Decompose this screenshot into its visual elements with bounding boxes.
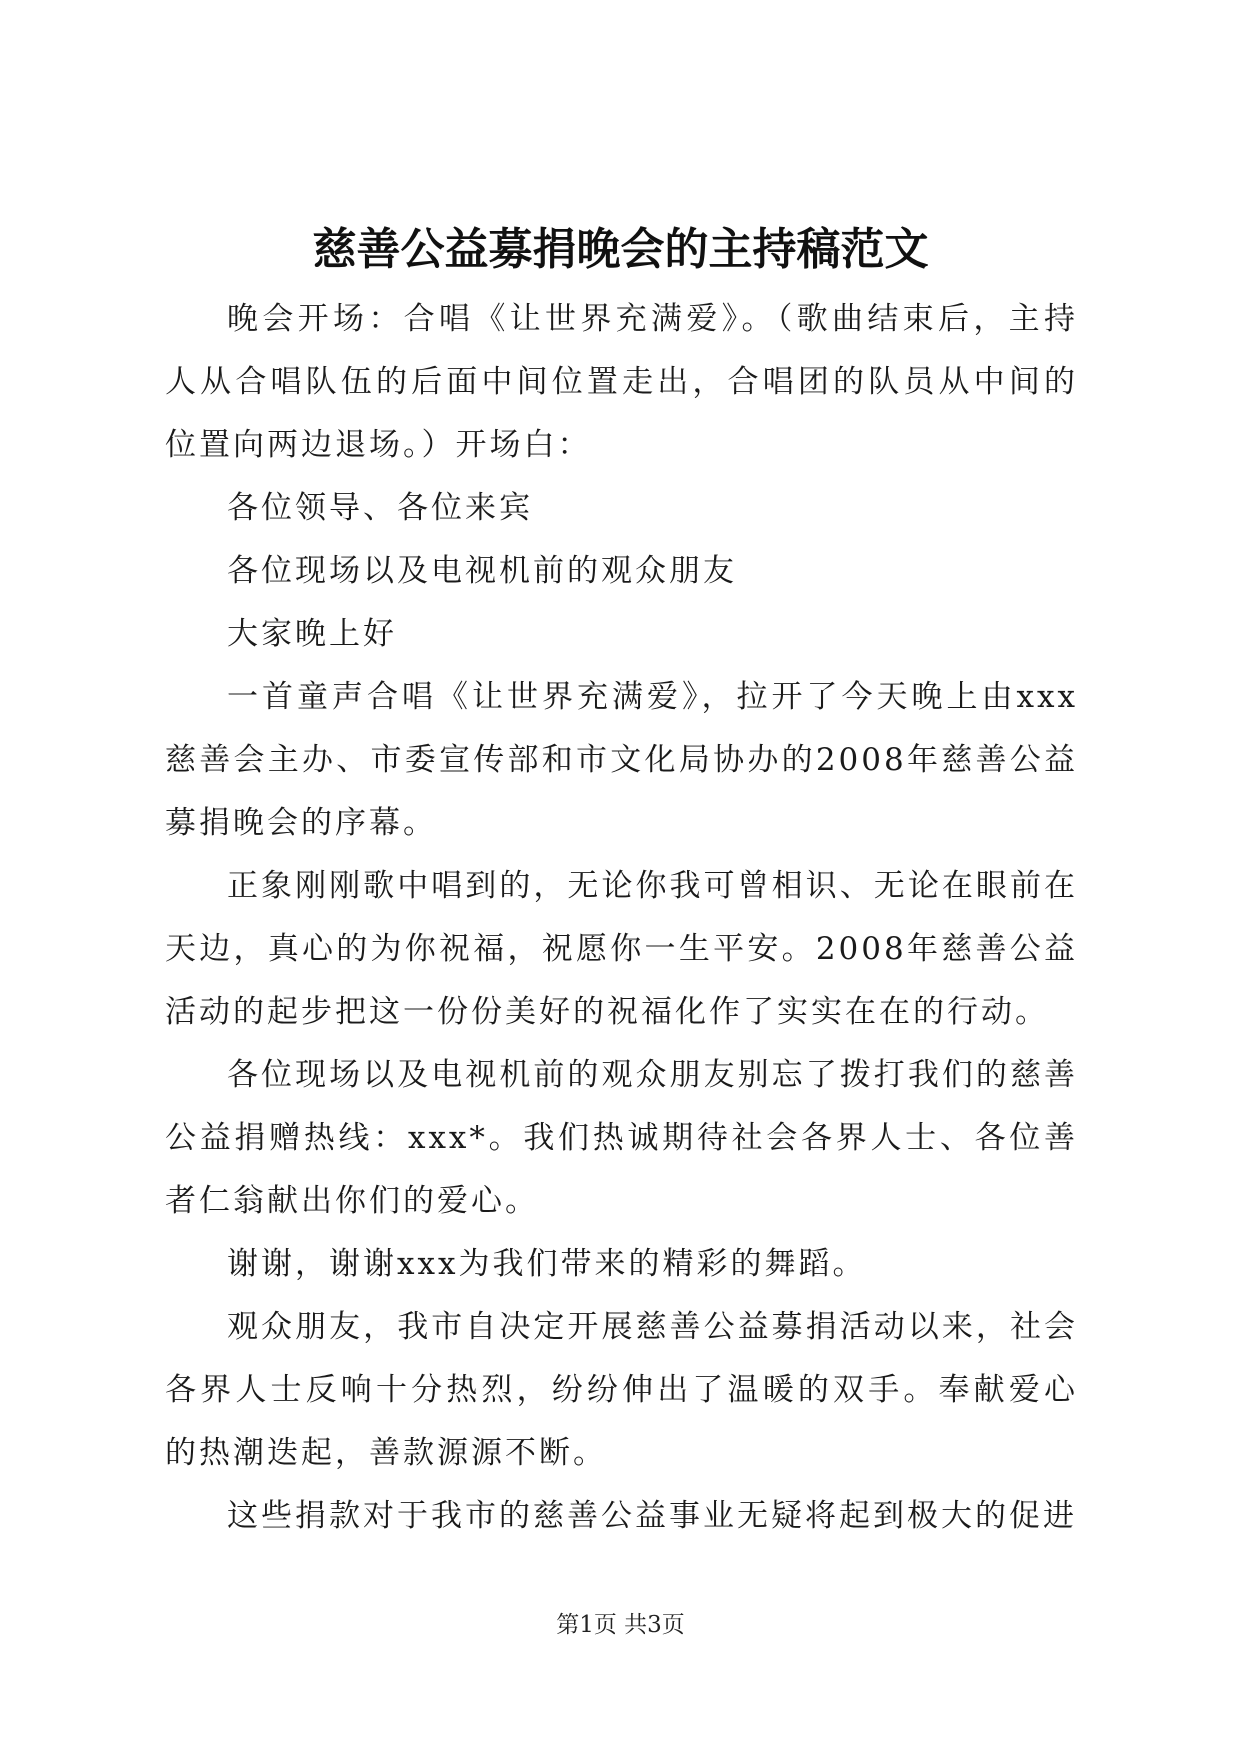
paragraph-good-evening: 大家晚上好 <box>227 616 397 652</box>
paragraph-opening: 晚会开场：合唱《让世界充满爱》。（歌曲结束后，主持人从合唱队伍的后面中间位置走出，合唱团的队员从中间的位置向两边退场。）开场白： <box>165 301 1078 463</box>
paragraph-thanks: 谢谢，谢谢xxx为我们带来的精彩的舞蹈。 <box>227 1246 867 1282</box>
paragraph-greeting-audience: 各位现场以及电视机前的观众朋友 <box>227 553 737 589</box>
paragraph-blessing: 正象刚刚歌中唱到的，无论你我可曾相识、无论在眼前在天边，真心的为你祝福，祝愿你一生平安。2008年慈善公益活动的起步把这一份份美好的祝福化作了实实在在的行动。 <box>165 868 1078 1030</box>
paragraph-response: 观众朋友，我市自决定开展慈善公益募捐活动以来，社会各界人士反响十分热烈，纷纷伸出了温暖的双手。奉献爱心的热潮迭起，善款源源不断。 <box>165 1309 1078 1471</box>
paragraph-donations: 这些捐款对于我市的慈善公益事业无疑将起到极大的促进 <box>227 1498 1077 1534</box>
document-title: 慈善公益募捐晚会的主持稿范文 <box>312 224 929 275</box>
paragraph-prelude: 一首童声合唱《让世界充满爱》，拉开了今天晚上由xxx慈善会主办、市委宣传部和市文化局协办的2008年慈善公益募捐晚会的序幕。 <box>165 679 1078 841</box>
page-number-footer: 第1页 共3页 <box>556 1612 685 1638</box>
paragraph-hotline: 各位现场以及电视机前的观众朋友别忘了拨打我们的慈善公益捐赠热线：xxx*。我们热诚期待社会各界人士、各位善者仁翁献出你们的爱心。 <box>165 1057 1078 1219</box>
document-body <box>165 288 1078 1548</box>
paragraph-greeting-leaders: 各位领导、各位来宾 <box>227 490 533 526</box>
